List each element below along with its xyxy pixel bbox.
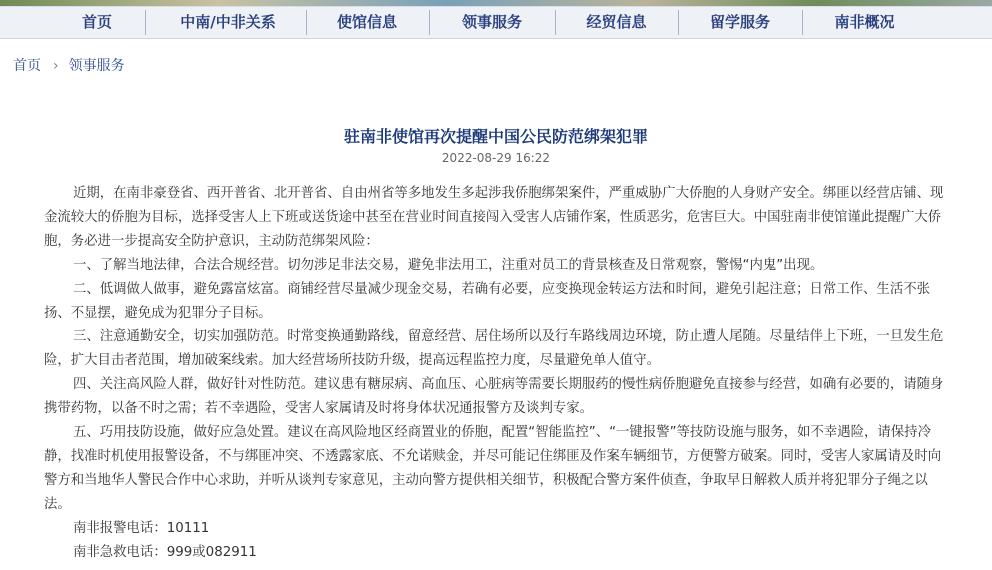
article-paragraph: 近期，在南非豪登省、西开普省、北开普省、自由州省等多地发生多起涉我侨胞绑架案件，严重威胁广大侨胞的人身财产安全。绑匪以经营店铺、现金流较大的侨胞为目标，选择受害人上下班或送货途中甚至在营业时间直接闯入受害人店铺作案，性质恶劣，危害巨大。中国驻南非使馆谨此提醒广大侨胞，务必进一步提高安全防护意识，主动防范绑架风险： [44,186,944,249]
article-body [44,182,948,565]
article-paragraph: 五、巧用技防设施，做好应急处置。建议在高风险地区经商置业的侨胞，配置“智能监控”、“一键报警”等技防设施与服务，如不幸遇险，请保持冷静，找准时机使用报警设备，不与绑匪冲突、不透露家底、不允诺赎金，并尽可能记住绑匪及作案车辆细节，方便警方破案。同时，受害人家属请及时向警方和当地华人警民合作中心求助，并听从谈判专家意见，主动向警方提供相关细节，积极配合警方案件侦查，争取早日解救人质并将犯罪分子绳之以法。 [44,425,942,512]
nav-item-study-abroad[interactable]: 留学服务 [709,13,770,31]
article-paragraph: 三、注意通勤安全，切实加强防范。时常变换通勤路线，留意经营、居住场所以及行车路线周边环境，防止遭人尾随。尽量结伴上下班，一旦发生危险，扩大目击者范围，增加破案线索。加大经营场所技防升级，提高远程监控力度，尽量避免单人值守。 [44,329,944,369]
main-navigation [0,6,992,39]
emergency-phone-line: 南非急救电话：999或082911 [73,544,257,560]
article-date: 2022-08-29 16:22 [441,151,551,165]
article-paragraph: 四、关注高风险人群，做好针对性防范。建议患有糖尿病、高血压、心脏病等需要长期服药的慢性病侨胞避免直接参与经营，如确有必要的，请随身携带药物，以备不时之需；若不幸遇险，受害人家属请及时将身体状况通报警方及谈判专家。 [44,377,944,417]
article-paragraph: 一、了解当地法律，合法合规经营。切勿涉足非法交易，避免非法用工，注重对员工的背景核查及日常观察，警惕“内鬼”出现。 [73,257,824,273]
police-phone-line: 南非报警电话：10111 [73,520,210,536]
breadcrumb [13,55,125,75]
chevron-right-icon: › [53,58,59,74]
article-title: 驻南非使馆再次提醒中国公民防范绑架犯罪 [343,127,648,146]
nav-item-economic-trade[interactable]: 经贸信息 [586,13,647,31]
breadcrumb-current-link[interactable]: 领事服务 [68,58,125,74]
nav-divider [145,10,146,35]
nav-item-china-south-africa-relations[interactable]: 中南/中非关系 [180,13,276,31]
nav-item-consular-services[interactable]: 领事服务 [461,13,522,31]
nav-item-embassy-info[interactable]: 使馆信息 [336,13,397,31]
nav-item-south-africa-overview[interactable]: 南非概况 [834,13,895,31]
nav-item-home[interactable]: 首页 [81,13,112,31]
breadcrumb-home-link[interactable]: 首页 [13,58,41,74]
article-paragraph: 二、低调做人做事，避免露富炫富。商铺经营尽量减少现金交易，若确有必要，应变换现金转运方法和时间，避免引起注意；日常工作、生活不张扬、不显摆，避免成为犯罪分子目标。 [44,281,930,321]
